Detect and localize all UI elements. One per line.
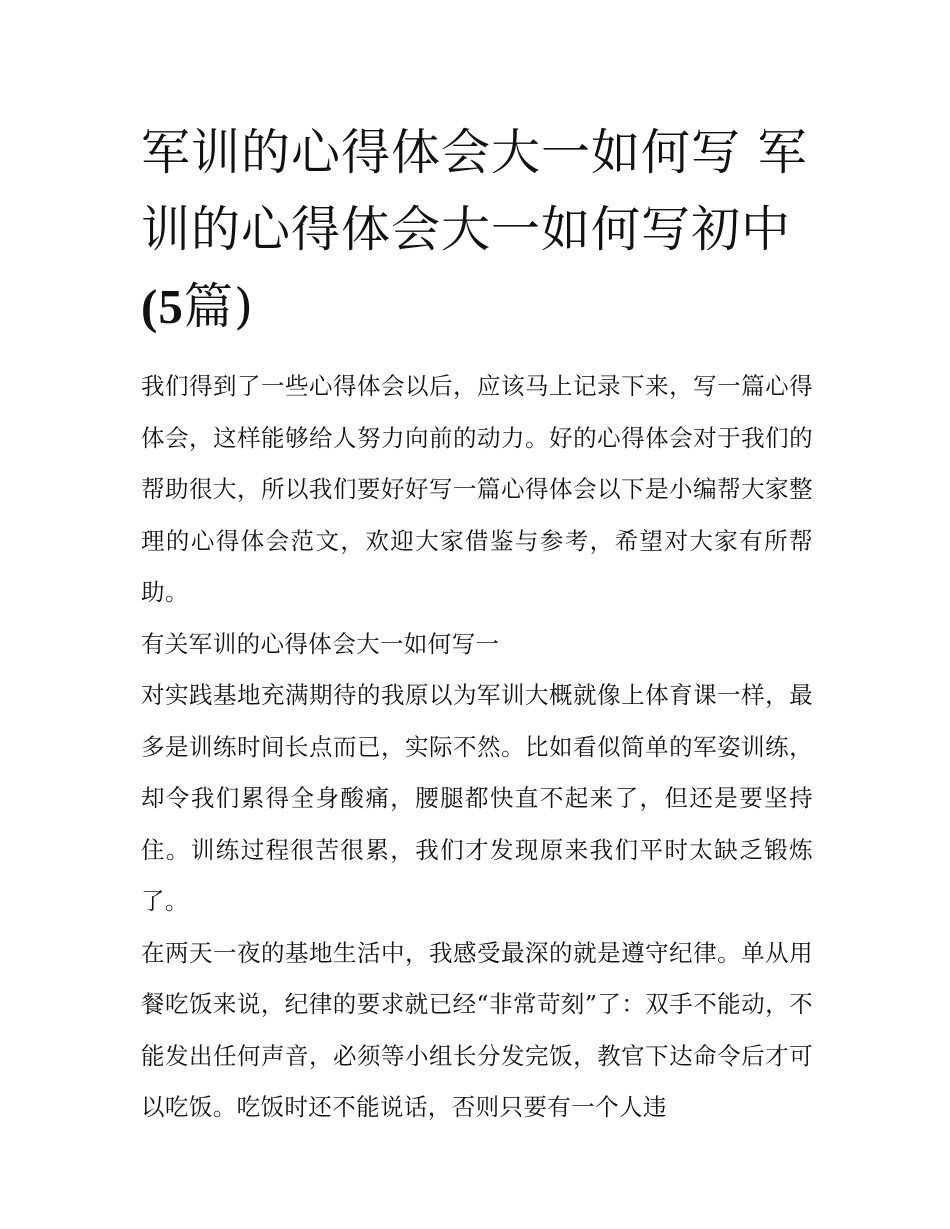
intro-paragraph: 我们得到了一些心得体会以后，应该马上记录下来，写一篇心得体会，这样能够给人努力向前的动力。好的心得体会对于我们的帮助很大，所以我们要好好写一篇心得体会以下是小编帮大家整理的心得体会范文，欢迎大家借鉴与参考，希望对大家有所帮助。 (141, 372, 813, 606)
title-count: (5 (141, 279, 184, 334)
document-content (141, 114, 813, 1134)
document-title (141, 114, 813, 345)
section-heading: 有关军训的心得体会大一如何写一 (141, 629, 500, 658)
title-main: 军训的心得体会大一如何写 军训的心得体会大一如何写初中 (141, 124, 808, 258)
body-paragraph: 对实践基地充满期待的我原以为军训大概就像上体育课一样，最多是训练时间长点而已，实际不然。比如看似简单的军姿训练，却令我们累得全身酸痛，腰腿都快直不起来了，但还是要坚持住。训练过程很苦很累，我们才发现原来我们平时太缺乏锻炼了。 (141, 681, 813, 915)
title-count-unit: 篇) (183, 278, 254, 335)
document-body (141, 361, 813, 1134)
body-paragraph: 在两天一夜的基地生活中，我感受最深的就是遵守纪律。单从用餐吃饭来说，纪律的要求就已经“非常苛刻”了：双手不能动，不能发出任何声音，必须等小组长分发完饭，教官下达命令后才可以吃饭。吃饭时还不能说话，否则只要有一个人违 (141, 938, 813, 1121)
